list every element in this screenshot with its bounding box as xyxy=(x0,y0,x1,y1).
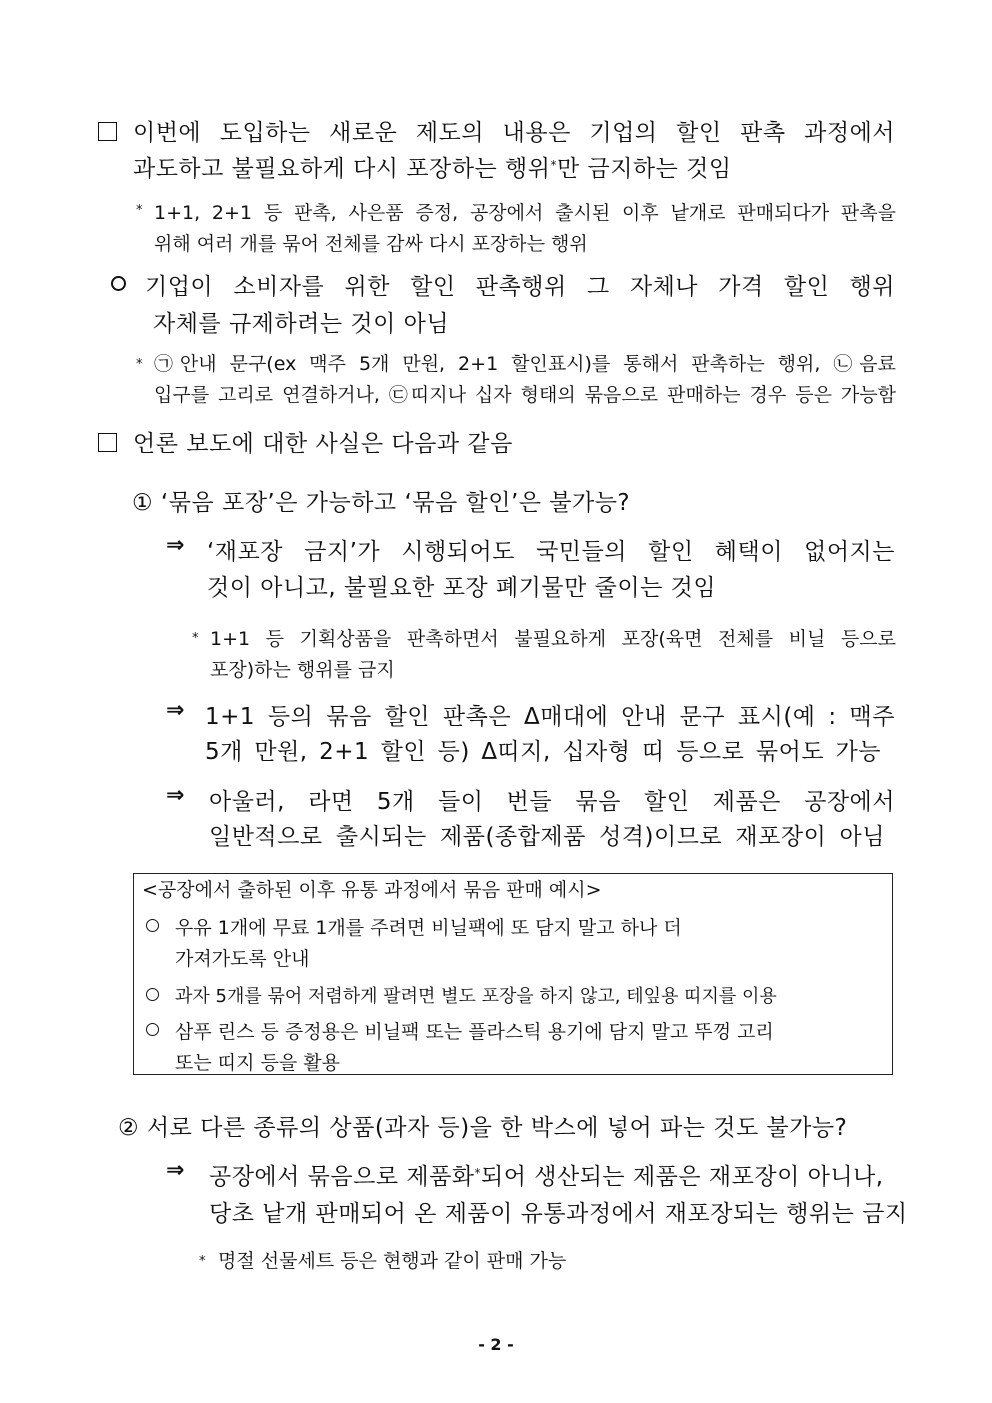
answer1-line1: ‘재포장 금지’가 시행되어도 국민들의 할인 혜택이 없어지는 xyxy=(207,539,895,565)
example-item1-line1: 우유 1개에 무료 1개를 주려면 비닐팩에 또 담지 말고 하나 더 xyxy=(175,917,682,939)
example-item2-line1: 과자 5개를 묶어 저렴하게 팔려면 별도 포장을 하지 않고, 테잎용 띠지를 이용 xyxy=(175,986,777,1007)
arrow-icon: ⇒ xyxy=(166,698,185,723)
section1b-note-line2: 입구를 고리로 연결하거나, ㉢띠지나 십자 형태의 묶음으로 판매하는 경우 등은 가능함 xyxy=(154,384,896,406)
section1-line2-text: 과도하고 불필요하게 다시 포장하는 행위 xyxy=(133,156,551,182)
note-asterisk: * xyxy=(199,1254,206,1269)
footnote-marker: * xyxy=(550,158,557,172)
section1b-line2: 자체를 규제하려는 것이 아님 xyxy=(153,311,450,337)
example-item3-line1: 삼푸 린스 등 증정용은 비닐팩 또는 플라스틱 용기에 담지 말고 뚜껑 고리 xyxy=(175,1021,774,1043)
answer3-line2: 일반적으로 출시되는 제품(종합제품 성격)이므로 재포장이 아님 xyxy=(209,824,885,850)
note-asterisk: * xyxy=(192,631,199,646)
question-2: ② 서로 다른 종류의 상품(과자 등)을 한 박스에 넣어 파는 것도 불가능? xyxy=(118,1115,848,1141)
answer4-line1-text: 공장에서 묶음으로 제품화 xyxy=(209,1164,475,1190)
answer1-note-line2: 포장)하는 행위를 금지 xyxy=(210,659,395,681)
section2-title: 언론 보도에 대한 사실은 다음과 같음 xyxy=(133,431,513,457)
arrow-icon: ⇒ xyxy=(166,1158,185,1183)
answer2-line1: 1+1 등의 묶음 할인 판촉은 Δ매대에 안내 문구 표시(예 : 맥주 xyxy=(205,704,895,730)
section1b-note-line1: ㉠안내 문구(ex 맥주 5개 만원, 2+1 할인표시)를 통해서 판촉하는 행위, ㉡음료 xyxy=(154,353,896,375)
bullet-circle xyxy=(111,276,126,291)
section1-note-line1: 1+1, 2+1 등 판촉, 사은품 증정, 공장에서 출시된 이후 낱개로 판매되다가 판촉을 xyxy=(154,202,896,224)
example-box xyxy=(133,873,893,1075)
answer2-line2: 5개 만원, 2+1 할인 등) Δ띠지, 십자형 띠 등으로 묶어도 가능 xyxy=(205,739,881,765)
question-1: ① ‘묶음 포장’은 가능하고 ‘묶음 할인’은 불가능? xyxy=(132,490,631,516)
answer4-note: 명절 선물세트 등은 현행과 같이 판매 가능 xyxy=(218,1250,567,1272)
answer4-line1-text-end: 되어 생산되는 제품은 재포장이 아니나, xyxy=(481,1164,884,1190)
answer4-line1 xyxy=(209,1158,884,1191)
arrow-icon: ⇒ xyxy=(166,783,185,808)
example-item1-line2: 가져가도록 안내 xyxy=(175,948,310,970)
bullet-circle xyxy=(146,919,159,932)
section1-line1: 이번에 도입하는 새로운 제도의 내용은 기업의 할인 판촉 과정에서 xyxy=(133,120,895,146)
example-item3-line2: 또는 띠지 등을 활용 xyxy=(175,1052,340,1074)
bullet-circle xyxy=(146,1023,159,1036)
section1-line2 xyxy=(133,150,732,183)
answer1-note-line1: 1+1 등 기획상품을 판촉하면서 불필요하게 포장(육면 전체를 비닐 등으로 xyxy=(210,628,896,650)
section1-line2-text-end: 만 금지하는 것임 xyxy=(556,156,732,182)
answer1-line2: 것이 아니고, 불필요한 포장 폐기물만 줄이는 것임 xyxy=(207,575,717,601)
note-asterisk: * xyxy=(136,357,143,372)
bullet-circle xyxy=(146,988,159,1001)
section1b-line1: 기업이 소비자를 위한 할인 판촉행위 그 자체나 가격 할인 행위 xyxy=(145,274,895,300)
note-asterisk: * xyxy=(136,203,143,218)
answer3-line1: 아울러, 라면 5개 들이 번들 묶음 할인 제품은 공장에서 xyxy=(209,789,895,815)
answer4-line2: 당초 낱개 판매되어 온 제품이 유통과정에서 재포장되는 행위는 금지 xyxy=(209,1201,908,1227)
section-bullet-square xyxy=(98,122,117,141)
example-box-title: <공장에서 출하된 이후 유통 과정에서 묶음 판매 예시> xyxy=(142,879,602,901)
page-number: - 2 - xyxy=(478,1335,514,1354)
section-bullet-square xyxy=(98,433,117,452)
arrow-icon: ⇒ xyxy=(166,533,185,558)
section1-note-line2: 위해 여러 개를 묶어 전체를 감싸 다시 포장하는 행위 xyxy=(154,233,588,255)
footnote-marker: * xyxy=(474,1166,482,1180)
